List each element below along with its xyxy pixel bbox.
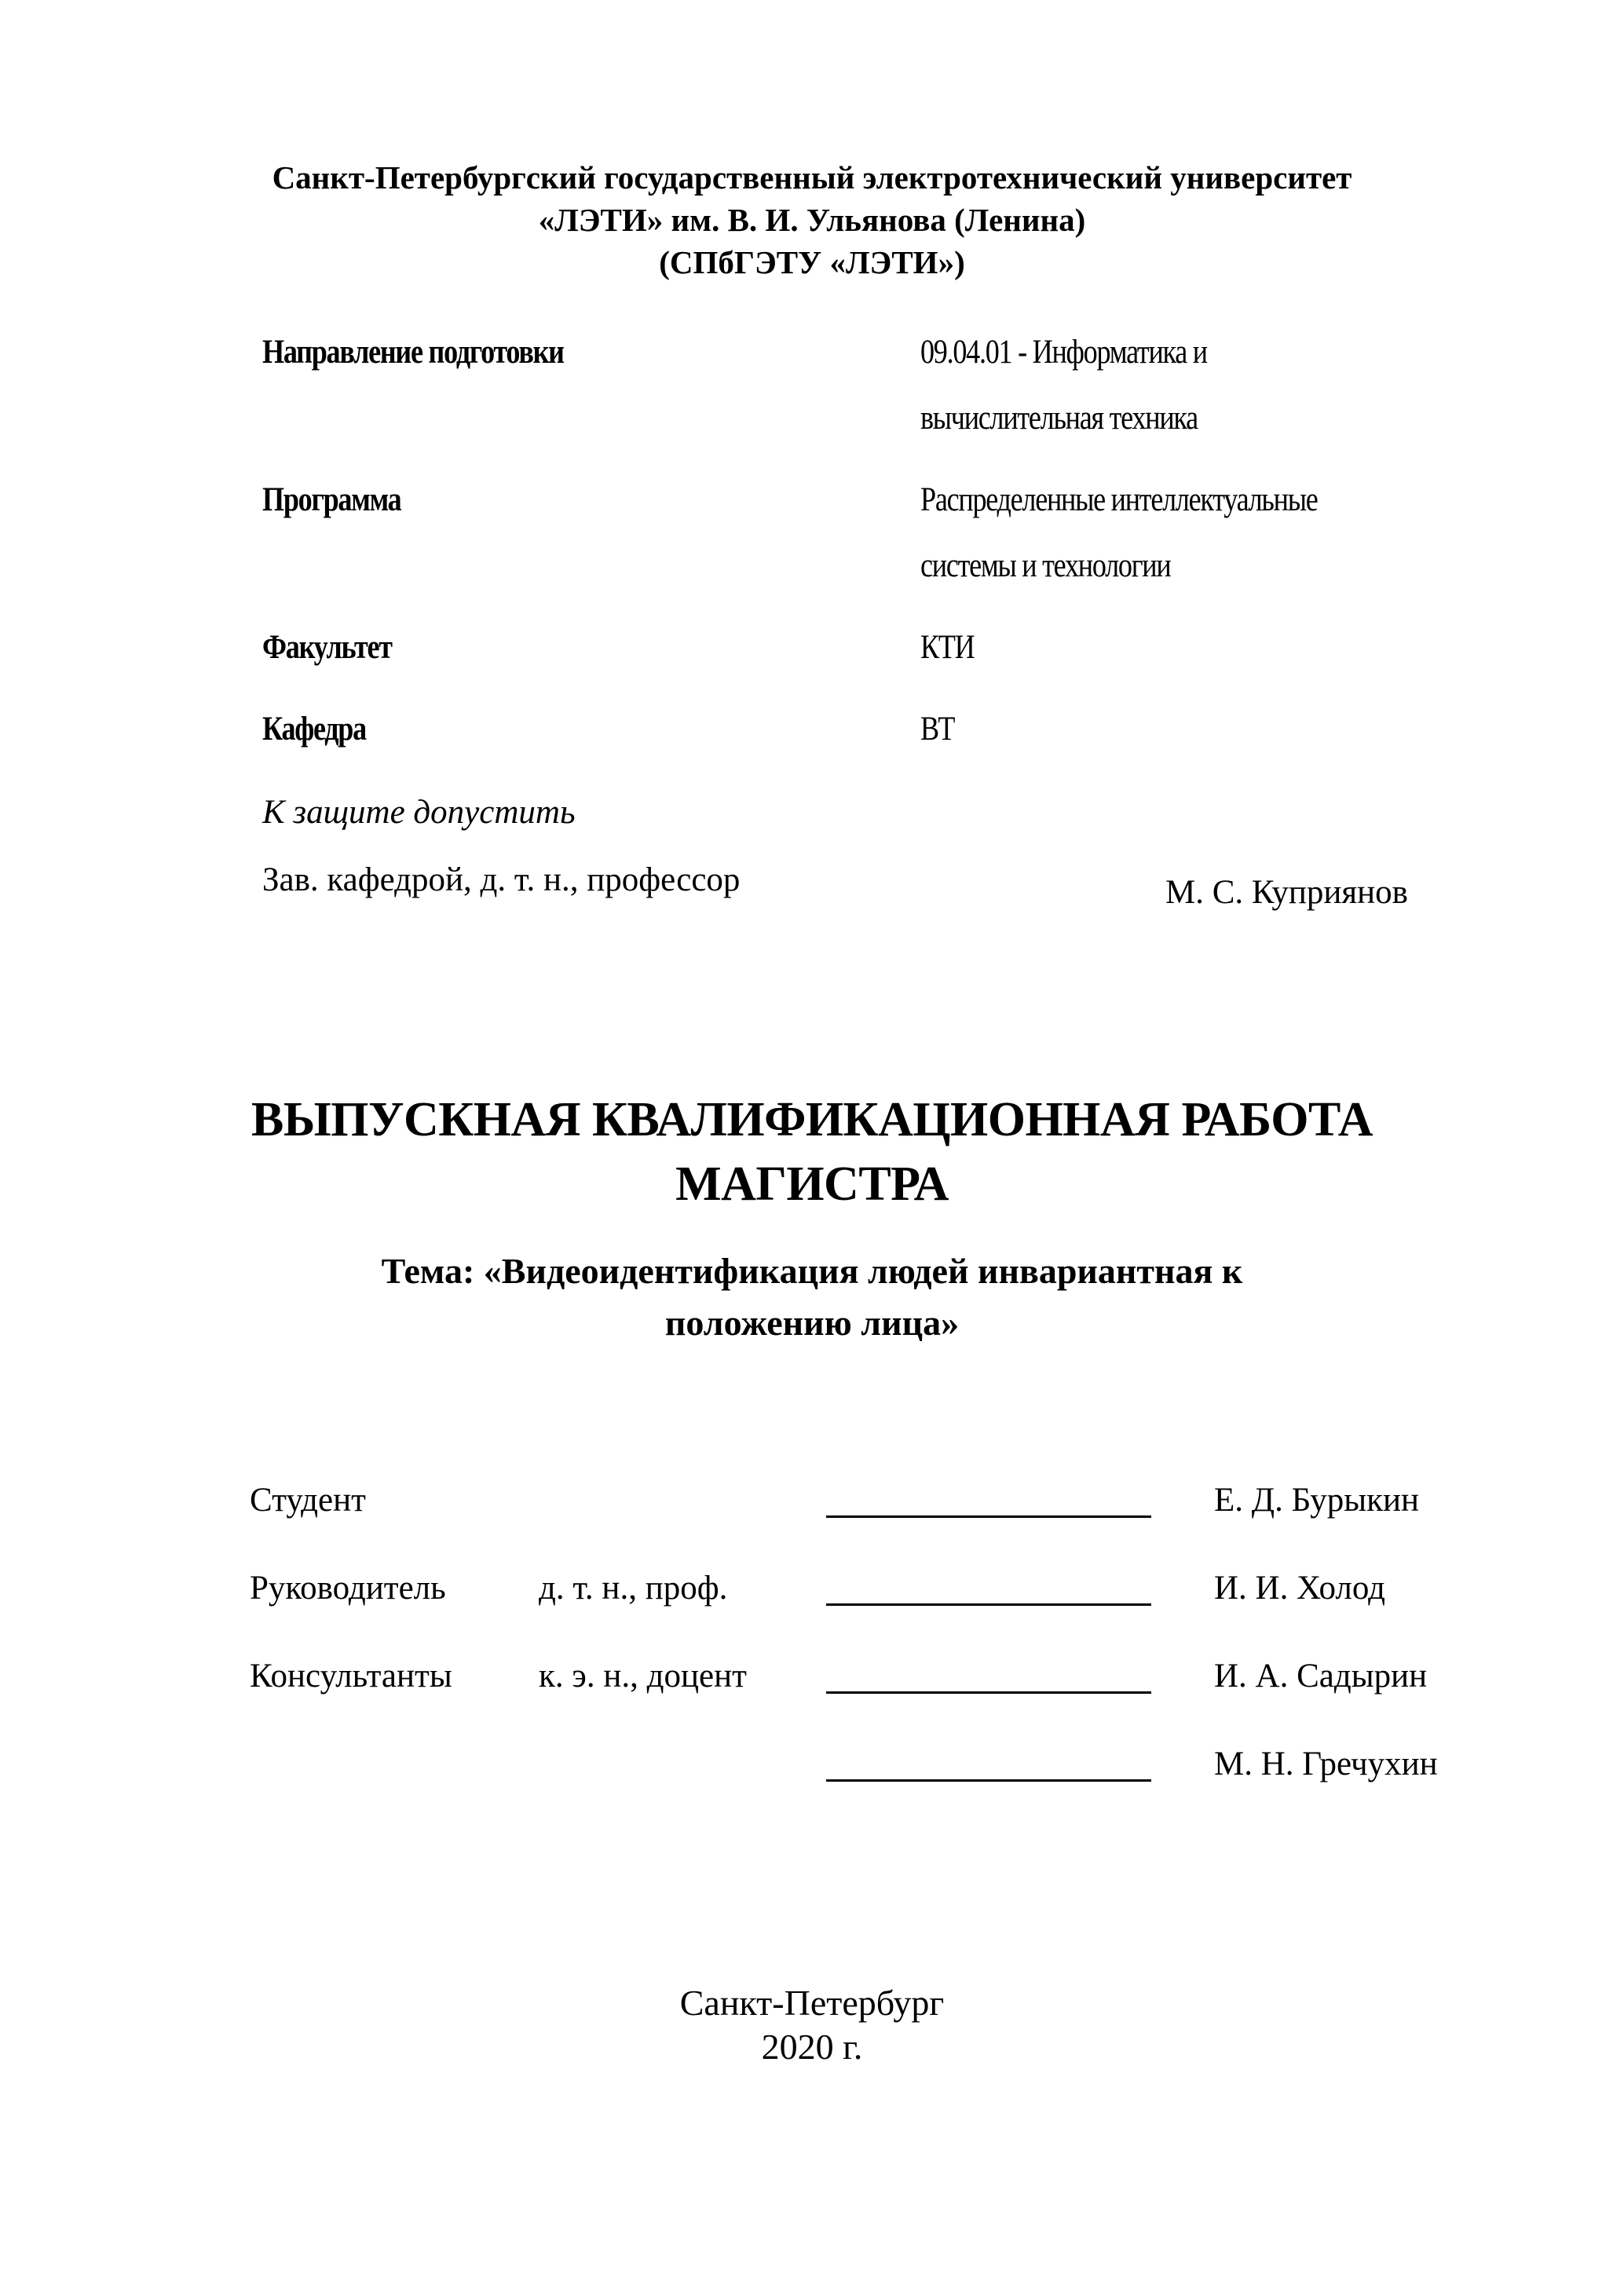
university-abbreviation: (СПбГЭТУ «ЛЭТИ») [659, 244, 965, 280]
info-label-direction: Направление подготовки [262, 334, 564, 371]
university-name-line-2: «ЛЭТИ» им. В. И. Ульянова (Ленина) [538, 202, 1086, 238]
signature-line [826, 1603, 1151, 1606]
info-label-faculty: Факультет [262, 629, 392, 666]
document-title-line-1: ВЫПУСКНАЯ КВАЛИФИКАЦИОННАЯ РАБОТА [251, 1093, 1373, 1146]
signature-role: Консультанты [250, 1658, 452, 1695]
info-label-program: Программа [262, 481, 401, 518]
topic-line-1: Тема: «Видеоидентификация людей инвариантная к [381, 1251, 1243, 1291]
approver-position: Зав. кафедрой, д. т. н., профессор [262, 861, 741, 898]
info-value-direction-line-1: 09.04.01 - Информатика и [920, 334, 1207, 371]
signature-line [826, 1515, 1151, 1518]
signature-role: Студент [250, 1482, 366, 1519]
footer-year: 2020 г. [761, 2027, 863, 2067]
signature-line [826, 1779, 1151, 1782]
signature-degree: д. т. н., проф. [539, 1570, 728, 1607]
signature-name: И. И. Холод [1214, 1570, 1385, 1607]
info-value-department: ВТ [920, 711, 955, 748]
approver-name: М. С. Куприянов [1165, 874, 1408, 911]
signature-name: И. А. Садырин [1214, 1658, 1428, 1695]
info-value-program-line-1: Распределенные интеллектуальные [920, 481, 1318, 518]
info-label-department: Кафедра [262, 711, 366, 748]
university-name-line-1: Санкт-Петербургский государственный электротехнический университет [272, 159, 1352, 196]
signature-name: Е. Д. Бурыкин [1214, 1482, 1420, 1519]
document-title-line-2: МАГИСТРА [675, 1157, 949, 1211]
signature-role: Руководитель [250, 1570, 446, 1607]
info-value-direction-line-2: вычислительная техника [920, 400, 1198, 437]
footer-city: Санкт-Петербург [679, 1983, 945, 2023]
info-value-program-line-2: системы и технологии [920, 547, 1171, 584]
signature-name: М. Н. Гречухин [1214, 1746, 1438, 1782]
topic-line-2: положению лица» [664, 1303, 960, 1343]
info-value-faculty: КТИ [920, 629, 975, 666]
signature-degree: к. э. н., доцент [539, 1658, 747, 1695]
admit-to-defense-label: К защите допустить [262, 794, 576, 831]
signature-line [826, 1691, 1151, 1694]
